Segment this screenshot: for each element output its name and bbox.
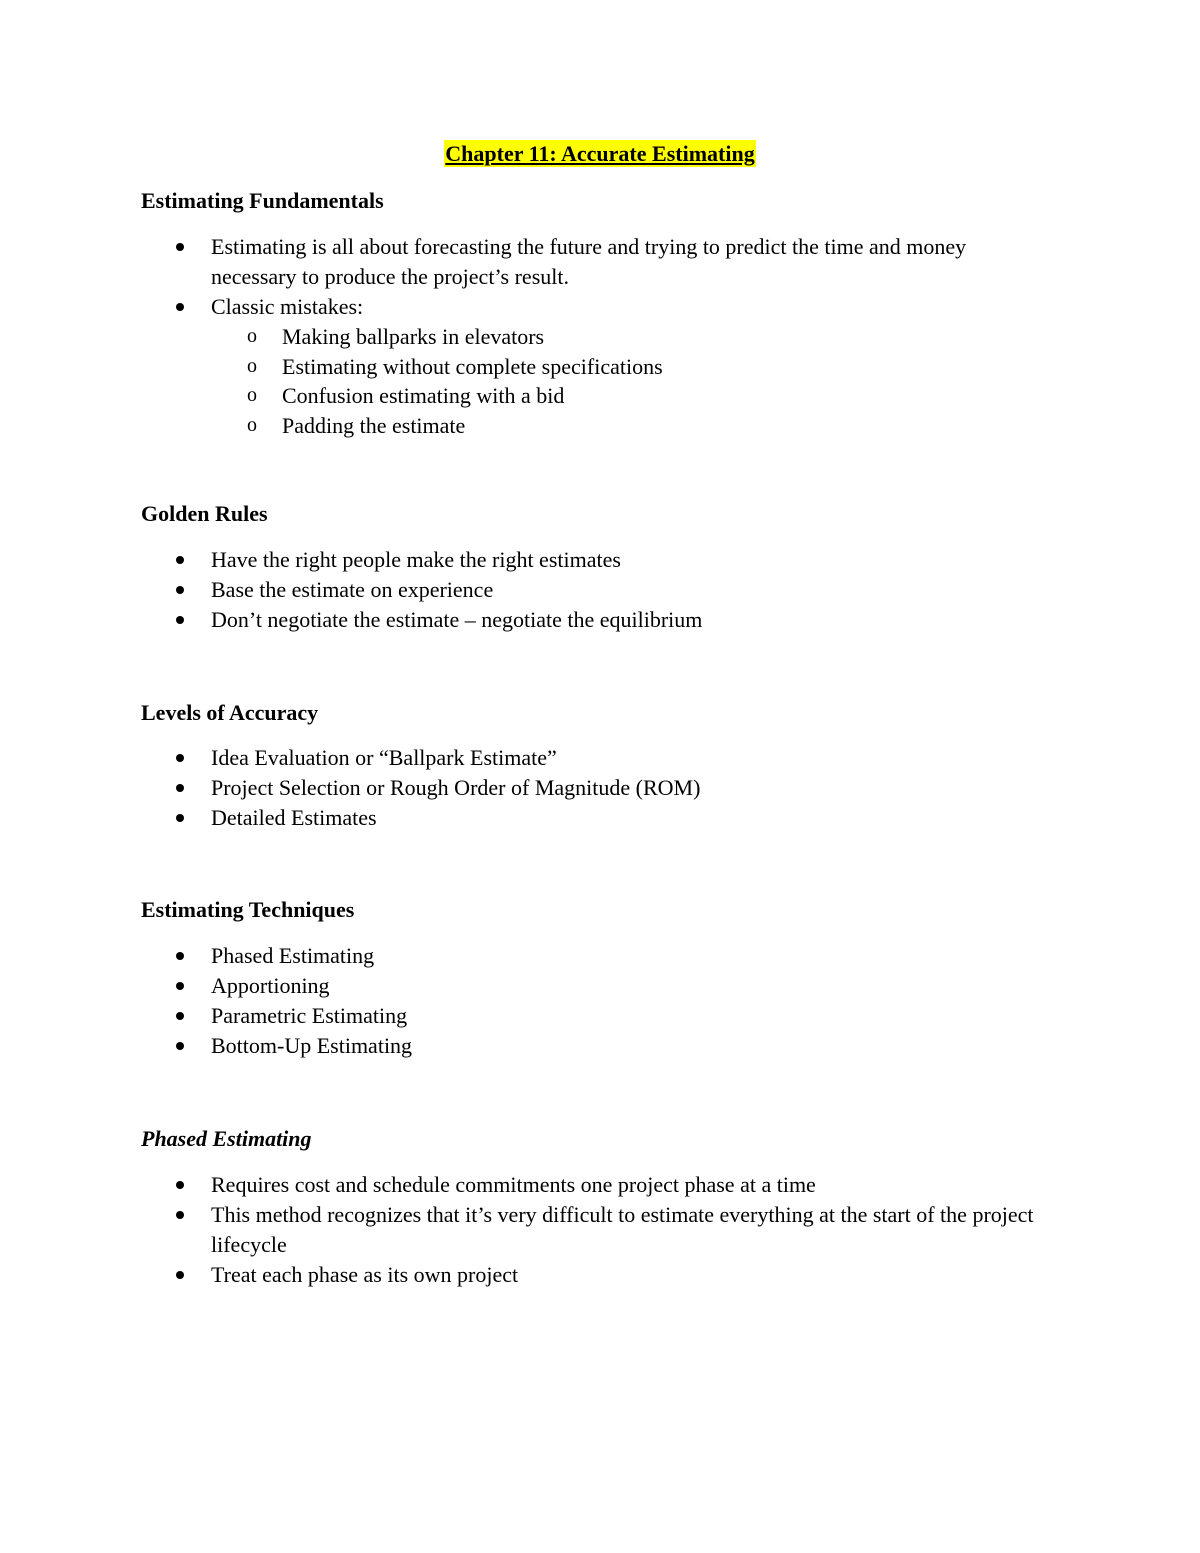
bullet-icon (176, 243, 184, 251)
sub-list-item-text: Making ballparks in elevators (282, 324, 545, 349)
bullet-icon (176, 754, 184, 762)
bullet-icon (176, 616, 184, 624)
section-heading-estimating-techniques: Estimating Techniques (141, 897, 355, 922)
list-item (0, 232, 1041, 292)
list-item (0, 941, 1041, 971)
list-item-text: Have the right people make the right estimates (211, 547, 621, 572)
page-title: Chapter 11: Accurate Estimating (445, 141, 755, 166)
list-levels-of-accuracy (0, 743, 1200, 833)
title-wrap (0, 141, 1200, 167)
bullet-icon (176, 303, 184, 311)
bullet-icon (176, 1042, 184, 1050)
list-item-text: Detailed Estimates (211, 805, 377, 830)
section-heading-golden-rules: Golden Rules (141, 501, 268, 526)
sub-list-item-text: Estimating without complete specifications (282, 353, 663, 379)
section-heading-estimating-fundamentals: Estimating Fundamentals (141, 188, 384, 213)
list-item (0, 1200, 1041, 1260)
list-golden-rules (0, 545, 1200, 635)
bullet-icon (176, 982, 184, 990)
sub-list-classic-mistakes (211, 322, 1041, 440)
sub-list-item (0, 381, 1041, 411)
list-item (0, 575, 1041, 605)
bullet-icon (176, 784, 184, 792)
sub-list-item (0, 322, 1041, 352)
list-item-text: Treat each phase as its own project (211, 1262, 519, 1287)
list-item (0, 743, 1041, 773)
bullet-icon (176, 1012, 184, 1020)
list-item-text: Apportioning (211, 973, 330, 998)
list-item-text: Bottom-Up Estimating (211, 1033, 413, 1058)
bullet-icon (176, 814, 184, 822)
list-item-text: Requires cost and schedule commitments one project phase at a time (211, 1172, 816, 1197)
circle-bullet-icon: o (247, 384, 257, 406)
bullet-icon (176, 1181, 184, 1189)
list-item (0, 292, 1041, 440)
circle-bullet-icon: o (247, 325, 257, 347)
list-item-text: Project Selection or Rough Order of Magnitude (ROM) (211, 775, 701, 800)
list-item (0, 971, 1041, 1001)
circle-bullet-icon: o (247, 413, 257, 436)
list-item (0, 545, 1041, 575)
bullet-icon (176, 1211, 184, 1219)
list-item (0, 1170, 1041, 1200)
list-item (0, 1001, 1041, 1031)
list-item-text: Phased Estimating (211, 943, 375, 968)
bullet-icon (176, 556, 184, 564)
list-phased-estimating (0, 1170, 1200, 1290)
bullet-icon (176, 952, 184, 960)
list-item (0, 803, 1041, 833)
list-item-text: Parametric Estimating (211, 1003, 408, 1028)
circle-bullet-icon: o (247, 354, 257, 377)
list-item-text: Don’t negotiate the estimate – negotiate the equilibrium (211, 607, 703, 632)
sub-list-item-text: Confusion estimating with a bid (282, 383, 565, 408)
sub-list-item (0, 352, 1041, 382)
sub-list-item (0, 411, 1041, 441)
list-item-text: Idea Evaluation or “Ballpark Estimate” (211, 745, 557, 770)
list-item-text: Base the estimate on experience (211, 577, 494, 602)
bullet-icon (176, 1271, 184, 1279)
sub-list-item-text: Padding the estimate (282, 412, 466, 438)
list-item (0, 1260, 1041, 1290)
list-item (0, 605, 1041, 635)
list-item (0, 773, 1041, 803)
list-item (0, 1031, 1041, 1061)
section-heading-phased-estimating: Phased Estimating (141, 1126, 312, 1151)
list-item-text: This method recognizes that it’s very difficult to estimate everything at the start of the project lifecycle (211, 1202, 1034, 1257)
list-item-text: Estimating is all about forecasting the future and trying to predict the time and money necessary to produce the project’s result. (211, 234, 967, 289)
bullet-icon (176, 586, 184, 594)
list-item-text: Classic mistakes: (211, 294, 364, 319)
list-estimating-techniques (0, 941, 1200, 1061)
list-estimating-fundamentals (0, 232, 1200, 440)
section-heading-levels-of-accuracy: Levels of Accuracy (141, 700, 319, 725)
